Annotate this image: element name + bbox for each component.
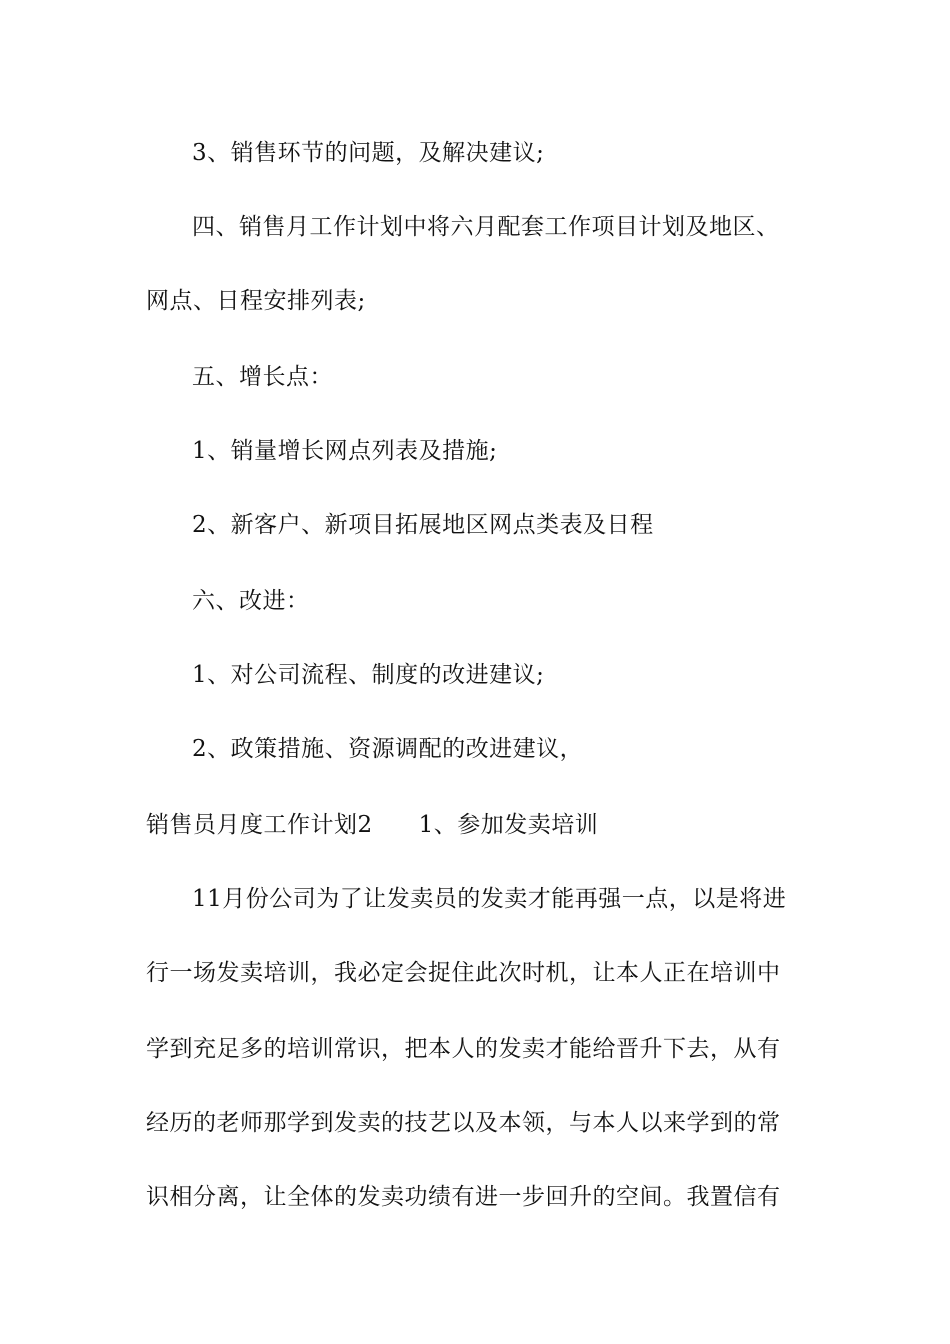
section-first-item: 1、参加发卖培训 xyxy=(418,812,599,838)
text-line-14: 识相分离，让全体的发卖功绩有进一步回升的空间。我置信有 xyxy=(146,1184,781,1210)
text-line-9: 2、政策措施、资源调配的改进建议， xyxy=(192,736,584,762)
text-line-8: 1、对公司流程、制度的改进建议; xyxy=(192,662,545,688)
text-line-4: 五、增长点： xyxy=(192,364,333,390)
text-line-5: 1、销量增长网点列表及措施; xyxy=(192,438,498,464)
section-heading xyxy=(146,810,826,840)
text-line-7: 六、改进： xyxy=(192,588,310,614)
text-line-6: 2、新客户、新项目拓展地区网点类表及日程 xyxy=(192,512,654,538)
text-line-1: 3、销售环节的问题，及解决建议; xyxy=(192,140,545,166)
text-line-3: 网点、日程安排列表; xyxy=(146,288,366,314)
text-line-2: 四、销售月工作计划中将六月配套工作项目计划及地区、 xyxy=(192,214,780,240)
text-line-12: 学到充足多的培训常识，把本人的发卖才能给晋升下去，从有 xyxy=(146,1036,781,1062)
text-line-10: 11月份公司为了让发卖员的发卖才能再强一点，以是将进 xyxy=(192,886,787,912)
text-line-11: 行一场发卖培训，我必定会捉住此次时机，让本人正在培训中 xyxy=(146,960,781,986)
text-line-13: 经历的老师那学到发卖的技艺以及本领，与本人以来学到的常 xyxy=(146,1110,781,1136)
section-title: 销售员月度工作计划2 xyxy=(146,812,373,838)
